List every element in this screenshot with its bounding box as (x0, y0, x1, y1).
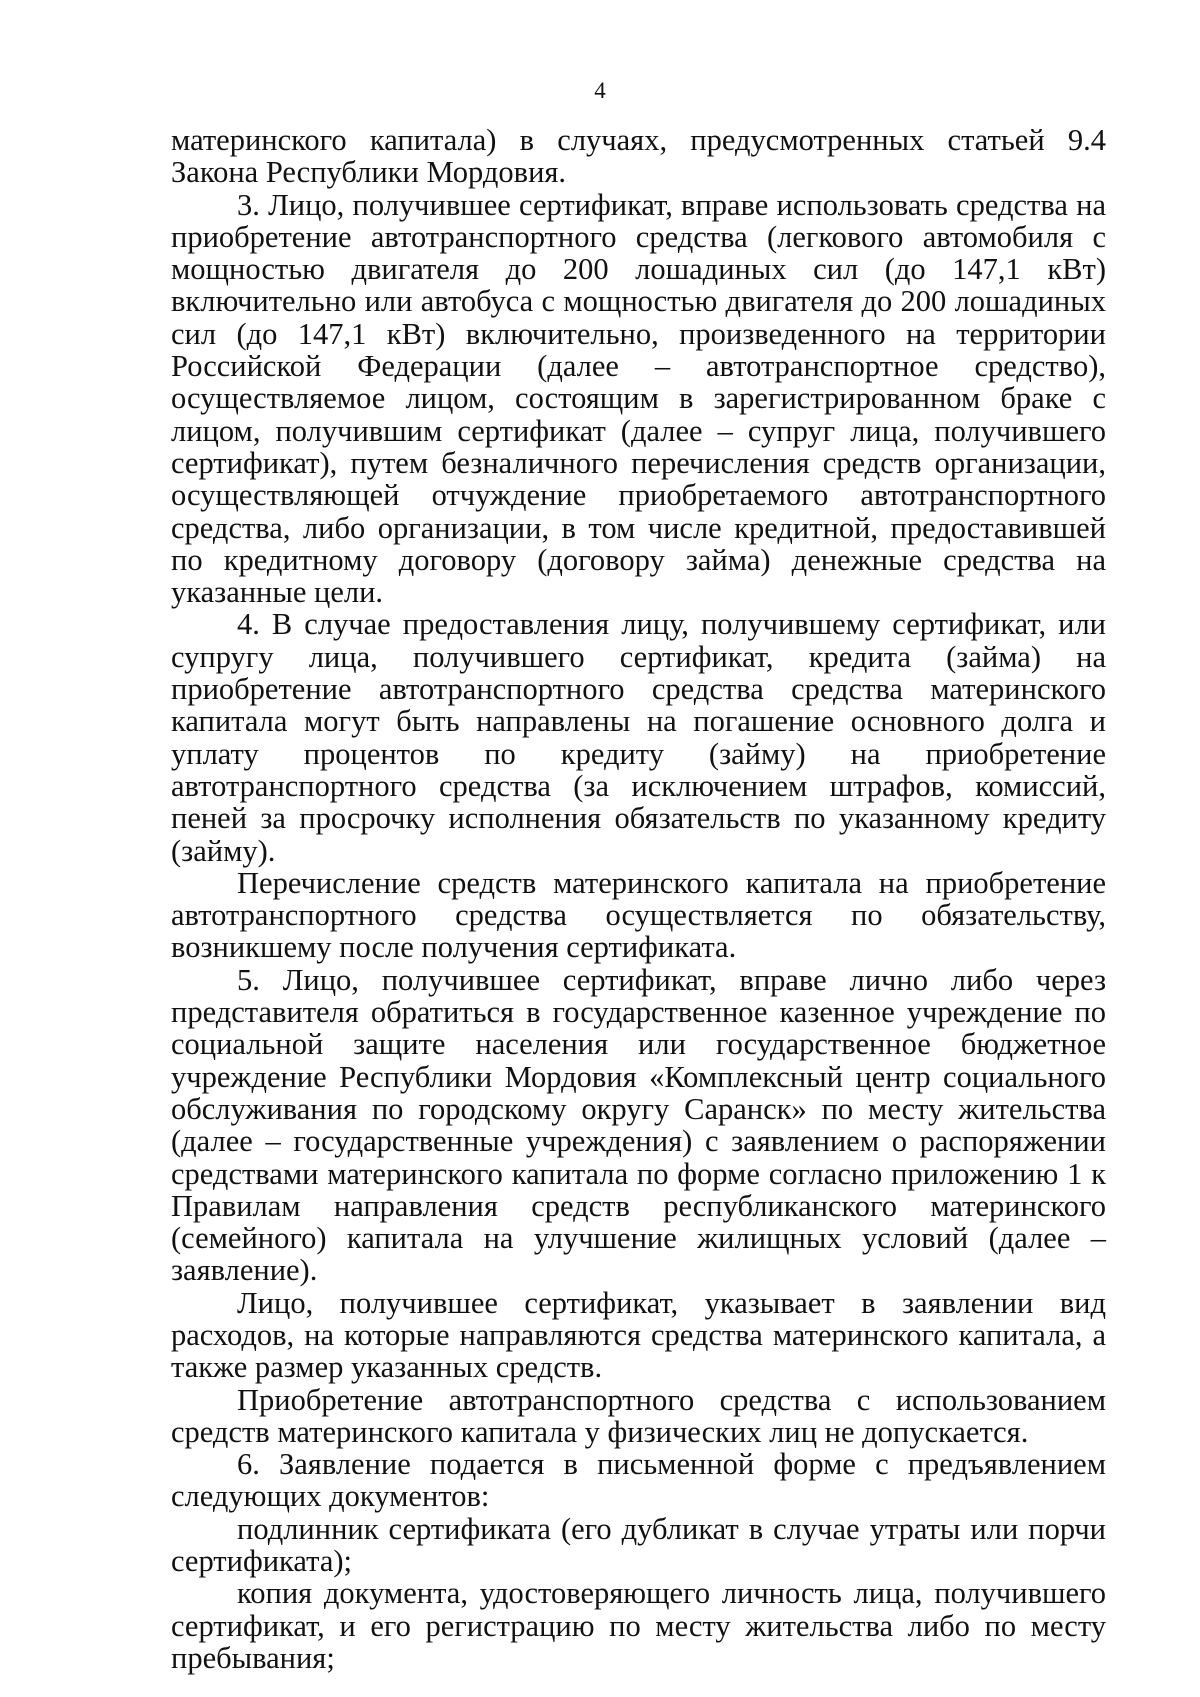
document-body (171, 124, 1106, 1674)
page-number: 4 (594, 78, 606, 103)
paragraph-10: копия документа, удостоверяющего личность лица, получившего сертификат, и его регистрацию по месту жительства либо по месту пребывания; (171, 1576, 1106, 1675)
paragraph-3: 4. В случае предоставления лицу, получившему сертификат, или супругу лица, получившего сертификат, кредита (займа) на приобретение автотранспортного средства средства материнского капитала могут быть направлены на погашение основного долга и уплату процентов по кредиту (займу) на приобретение автотранспортного средства (за исключением штрафов, комиссий, пеней за просрочку исполнения обязательств по указанному кредиту (займу). (171, 607, 1106, 868)
paragraph-5: 5. Лицо, получившее сертификат, вправе лично либо через представителя обратиться в государственное казенное учреждение по социальной защите населения или государственное бюджетное учреждение Республики Мордовия «Комплексный центр социального обслуживания по городскому округу Саранск» по месту жительства (далее – государственные учреждения) с заявлением о распоряжении средствами материнского капитала по форме согласно приложению 1 к Правилам направления средств республиканского материнского (семейного) капитала на улучшение жилищных условий (далее – заявление). (171, 962, 1106, 1288)
paragraph-1: материнского капитала) в случаях, предусмотренных статьей 9.4 Закона Республики Мордовия. (171, 123, 1106, 190)
paragraph-4: Перечисление средств материнского капитала на приобретение автотранспортного средства осуществляется по обязательству, возникшему после получения сертификата. (171, 865, 1106, 965)
paragraph-7: Приобретение автотранспортного средства с использованием средств материнского капитала у физических лиц не допускается. (171, 1382, 1106, 1449)
paragraph-9: подлинник сертификата (его дубликат в случае утраты или порчи сертификата); (171, 1511, 1106, 1579)
paragraph-6: Лицо, получившее сертификат, указывает в заявлении вид расходов, на которые направляются средства материнского капитала, а также размер указанных средств. (171, 1285, 1106, 1385)
paragraph-8: 6. Заявление подается в письменной форме с предъявлением следующих документов: (171, 1447, 1106, 1514)
paragraph-2: 3. Лицо, получившее сертификат, вправе использовать средства на приобретение автотранспортного средства (легкового автомобиля с мощностью двигателя до 200 лошадиных сил (до 147,1 кВт) включительно или автобуса с мощностью двигателя до 200 лошадиных сил (до 147,1 кВт) включительно, произведенного на территории Российской Федерации (далее – автотранспортное средство), осуществляемое лицом, состоящим в зарегистрированном браке с лицом, получившим сертификат (далее – супруг лица, получившего сертификат), путем безналичного перечисления средств организации, осуществляющей отчуждение приобретаемого автотранспортного средства, либо организации, в том числе кредитной, предоставившей по кредитному договору (договору займа) денежные средства на указанные цели. (171, 187, 1106, 610)
